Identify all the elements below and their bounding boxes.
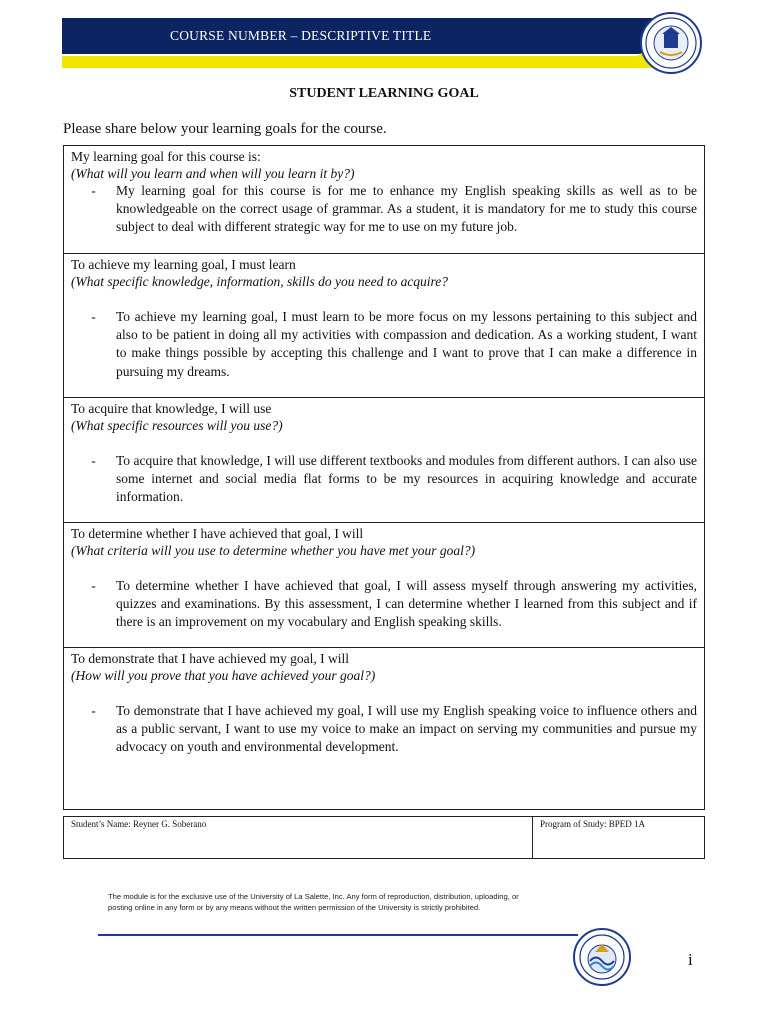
bullet-dash: - bbox=[91, 453, 96, 468]
page-title: STUDENT LEARNING GOAL bbox=[289, 86, 479, 101]
answer-text: My learning goal for this course is for me to enhance my English speaking skills as well as to be knowledgeable on the correct usage of grammar. As a student, it is mandatory for me to study this course subject to deal with different strategic way for me to use on my future job. bbox=[116, 183, 697, 235]
section-prompt: My learning goal for this course is: bbox=[71, 149, 261, 164]
section-answer bbox=[71, 702, 697, 757]
section-question: (What will you learn and when will you learn it by?) bbox=[71, 166, 355, 181]
section-question: (How will you prove that you have achieved your goal?) bbox=[71, 668, 376, 683]
answer-text: To demonstrate that I have achieved my goal, I will use my English speaking voice to influence others and as a public servant, I want to use my voice to make an impact on serving my communities and pursue my advocacy on youth and environmental development. bbox=[116, 703, 697, 755]
goal-section bbox=[64, 523, 704, 648]
answer-text: To determine whether I have achieved that goal, I will assess myself through answering my activities, quizzes and examinations. By this assessment, I can determine whether I learned from this subject and if there is an improvement on my vocabulary and English speaking skills. bbox=[116, 578, 697, 630]
footer-notice-line: The module is for the exclusive use of the University of La Salette, Inc. Any form of reproduction, distribution, uploading, or bbox=[108, 892, 519, 901]
goal-section bbox=[64, 254, 704, 398]
section-prompt: To acquire that knowledge, I will use bbox=[71, 401, 272, 416]
student-name-field: Student’s Name: Reyner G. Soberano bbox=[64, 817, 533, 858]
goals-table bbox=[63, 145, 705, 810]
section-prompt: To demonstrate that I have achieved my goal, I will bbox=[71, 651, 349, 666]
university-seal-icon bbox=[640, 12, 702, 74]
bullet-dash: - bbox=[91, 703, 96, 718]
bullet-dash: - bbox=[91, 183, 96, 198]
section-question: (What criteria will you use to determine whether you have met your goal?) bbox=[71, 543, 476, 558]
bullet-dash: - bbox=[91, 578, 96, 593]
answer-text: To acquire that knowledge, I will use different textbooks and modules from different authors. I can also use some internet and social media flat forms to be my resources in acquiring knowledge and accurate information. bbox=[116, 453, 697, 505]
footer-divider bbox=[98, 934, 578, 936]
goal-section bbox=[64, 146, 704, 254]
section-answer bbox=[71, 308, 697, 381]
intro-text: Please share below your learning goals for the course. bbox=[63, 121, 387, 137]
section-question: (What specific resources will you use?) bbox=[71, 418, 283, 433]
section-answer bbox=[71, 452, 697, 507]
answer-text: To achieve my learning goal, I must learn to be more focus on my lessons pertaining to this subject and also to be patient in doing all my activities with compassion and dedication. As a working student, I want to make things possible by accepting this challenge and I want to prove that I can make a difference in pursuing my dreams. bbox=[116, 309, 697, 379]
program-of-study-field: Program of Study: BPED 1A bbox=[540, 819, 646, 829]
section-answer bbox=[71, 577, 697, 632]
bullet-dash: - bbox=[91, 309, 96, 324]
section-question: (What specific knowledge, information, skills do you need to acquire? bbox=[71, 274, 449, 289]
section-prompt: To achieve my learning goal, I must learn bbox=[71, 257, 296, 272]
section-answer bbox=[71, 182, 697, 237]
goal-section bbox=[64, 648, 704, 809]
section-prompt: To determine whether I have achieved that goal, I will bbox=[71, 526, 364, 541]
goal-section bbox=[64, 398, 704, 523]
footer-notice bbox=[108, 891, 578, 913]
course-title: COURSE NUMBER – DESCRIPTIVE TITLE bbox=[170, 28, 432, 43]
footer-notice-line: posting online in any form or by any means without the written permission of the University is strictly prohibited. bbox=[108, 903, 481, 912]
page-number: i bbox=[688, 950, 693, 969]
student-info-table bbox=[63, 816, 705, 859]
university-seal-footer-icon bbox=[573, 928, 631, 986]
